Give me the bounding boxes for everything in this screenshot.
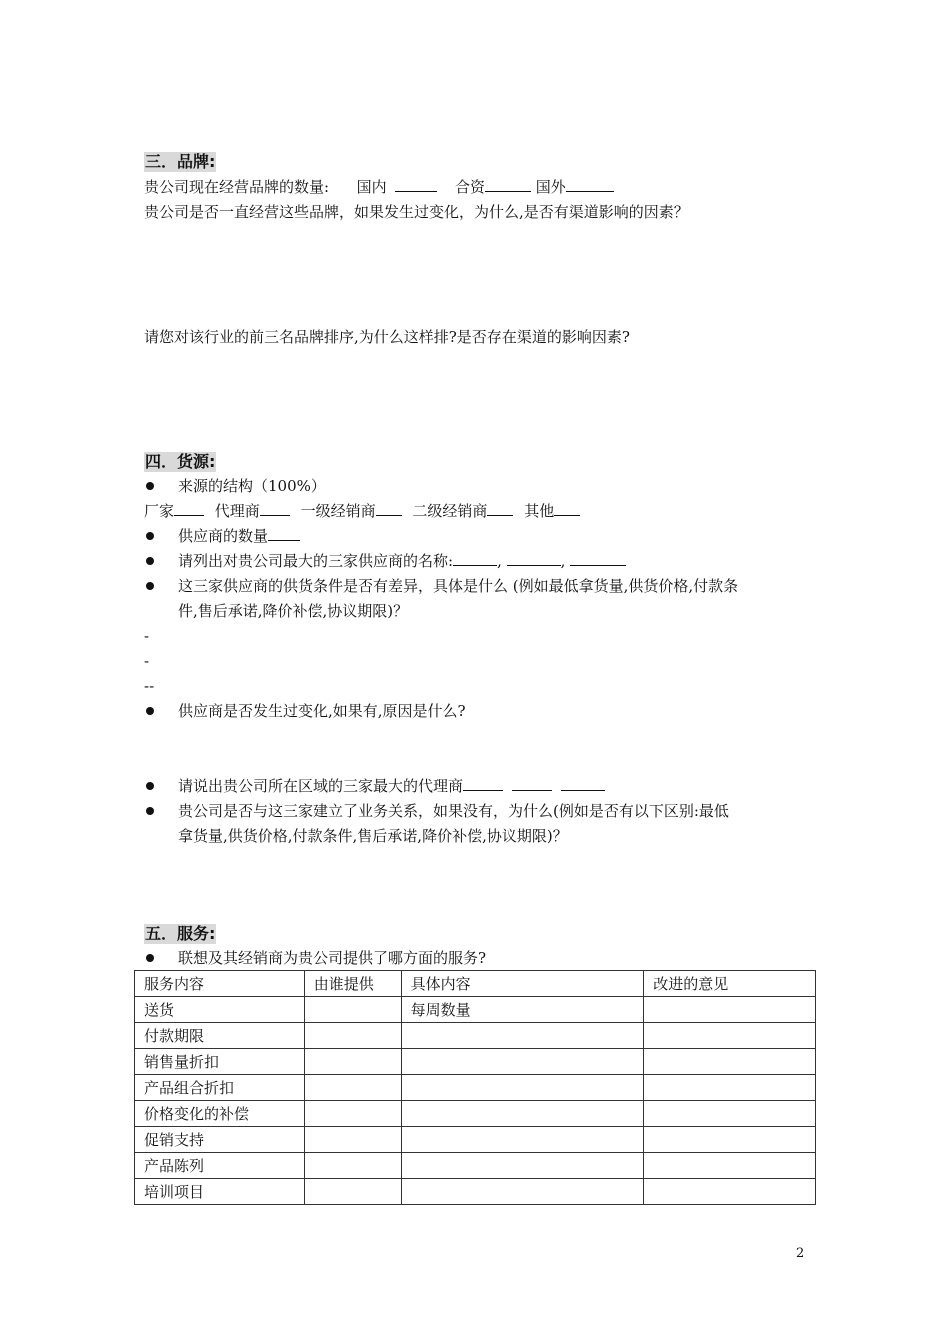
- table-header-cell: 服务内容: [135, 971, 305, 997]
- table-row: [135, 1023, 816, 1049]
- source-dealer1-label: 一级经销商: [300, 502, 376, 520]
- table-row: [135, 997, 816, 1023]
- table-row: [135, 1127, 816, 1153]
- dash-line-2: -: [144, 652, 150, 670]
- section-heading-supply: 四．货源:: [145, 452, 216, 471]
- bullet-icon: [146, 807, 154, 815]
- table-cell: 培训项目: [135, 1179, 305, 1205]
- supplier-change-question: 供应商是否发生过变化,如果有,原因是什么?: [178, 702, 466, 720]
- table-header-cell: 改进的意见: [644, 971, 816, 997]
- agent-relationship-question-line1: 贵公司是否与这三家建立了业务关系，如果没有，为什么(例如是否有以下区别:最低: [178, 802, 729, 820]
- table-cell[interactable]: [401, 1075, 644, 1101]
- table-cell[interactable]: [644, 1023, 816, 1049]
- table-cell[interactable]: [644, 1075, 816, 1101]
- brand-domestic-blank[interactable]: [395, 177, 437, 192]
- table-row: [135, 1101, 816, 1127]
- table-cell[interactable]: [304, 1179, 401, 1205]
- source-other-blank[interactable]: [554, 501, 580, 516]
- source-factory-label: 厂家: [144, 502, 175, 520]
- bullet-icon: [146, 707, 154, 715]
- table-cell[interactable]: [304, 1153, 401, 1179]
- supplier-name-blank-3[interactable]: [570, 551, 626, 566]
- bullet-icon: [146, 532, 154, 540]
- table-header-row: [135, 971, 816, 997]
- table-cell[interactable]: [644, 1101, 816, 1127]
- table-cell[interactable]: [401, 1179, 644, 1205]
- top-suppliers-question: [178, 551, 626, 571]
- table-cell[interactable]: [644, 997, 816, 1023]
- table-cell[interactable]: [644, 1049, 816, 1075]
- table-cell[interactable]: [304, 1023, 401, 1049]
- brand-rank-question: 请您对该行业的前三名品牌排序,为什么这样排?是否存在渠道的影响因素?: [144, 328, 630, 346]
- table-cell: 每周数量: [401, 997, 644, 1023]
- brand-foreign-blank[interactable]: [566, 177, 614, 192]
- service-table: [134, 970, 816, 1205]
- supplier-name-blank-2[interactable]: [507, 551, 561, 566]
- table-cell[interactable]: [304, 1049, 401, 1075]
- table-cell: 价格变化的补偿: [135, 1101, 305, 1127]
- brand-jv-blank[interactable]: [485, 177, 531, 192]
- section-heading-service: 五．服务:: [145, 924, 216, 943]
- table-cell: 销售量折扣: [135, 1049, 305, 1075]
- source-structure-label: 来源的结构（100%）: [178, 477, 326, 495]
- table-cell[interactable]: [401, 1049, 644, 1075]
- source-other-label: 其他: [524, 502, 555, 520]
- dash-line-1: -: [144, 627, 150, 645]
- bullet-icon: [146, 954, 154, 962]
- table-cell: 送货: [135, 997, 305, 1023]
- supplier-count-question: [178, 526, 300, 546]
- brand-count-question: [144, 177, 614, 197]
- supply-terms-question-line2: 件,售后承诺,降价补偿,协议期限)？: [178, 602, 409, 620]
- brand-foreign-label: 国外: [535, 178, 566, 196]
- source-dealer2-label: 二级经销商: [412, 502, 488, 520]
- supplier-name-blank-1[interactable]: [453, 551, 497, 566]
- table-row: [135, 1049, 816, 1075]
- source-dealer1-blank[interactable]: [376, 501, 402, 516]
- source-structure-row: [144, 501, 580, 521]
- table-cell[interactable]: [644, 1179, 816, 1205]
- dash-line-3: --: [144, 677, 155, 695]
- table-cell: 付款期限: [135, 1023, 305, 1049]
- section-heading-brand: 三．品牌:: [145, 152, 216, 171]
- brand-change-question: 贵公司是否一直经营这些品牌，如果发生过变化，为什么,是否有渠道影响的因素？: [144, 203, 689, 221]
- table-cell: 产品陈列: [135, 1153, 305, 1179]
- table-cell: 促销支持: [135, 1127, 305, 1153]
- table-cell[interactable]: [304, 1075, 401, 1101]
- page-number: 2: [796, 1246, 805, 1261]
- top-suppliers-label: 请列出对贵公司最大的三家供应商的名称:: [178, 552, 454, 570]
- table-cell[interactable]: [401, 1153, 644, 1179]
- supplier-count-label: 供应商的数量: [178, 527, 269, 545]
- service-question: 联想及其经销商为贵公司提供了哪方面的服务?: [178, 949, 487, 967]
- bullet-icon: [146, 557, 154, 565]
- agent-name-blank-3[interactable]: [561, 776, 605, 791]
- bullet-icon: [146, 782, 154, 790]
- source-dealer2-blank[interactable]: [487, 501, 513, 516]
- table-cell[interactable]: [304, 1101, 401, 1127]
- table-cell[interactable]: [401, 1023, 644, 1049]
- table-row: [135, 1179, 816, 1205]
- source-factory-blank[interactable]: [174, 501, 204, 516]
- agent-relationship-question-line2: 拿货量,供货价格,付款条件,售后承诺,降价补偿,协议期限)？: [178, 827, 568, 845]
- table-cell[interactable]: [644, 1127, 816, 1153]
- agent-name-blank-2[interactable]: [512, 776, 552, 791]
- separator: ,: [560, 552, 566, 570]
- table-cell[interactable]: [401, 1127, 644, 1153]
- table-cell[interactable]: [304, 1127, 401, 1153]
- table-cell: 产品组合折扣: [135, 1075, 305, 1101]
- brand-domestic-label: 国内: [356, 178, 387, 196]
- table-cell[interactable]: [304, 997, 401, 1023]
- table-row: [135, 1075, 816, 1101]
- brand-jv-label: 合资: [454, 178, 485, 196]
- supply-terms-question-line1: 这三家供应商的供货条件是否有差异，具体是什么 (例如最低拿货量,供货价格,付款条: [178, 577, 739, 595]
- top-agents-label: 请说出贵公司所在区域的三家最大的代理商: [178, 777, 464, 795]
- table-header-cell: 具体内容: [401, 971, 644, 997]
- agent-name-blank-1[interactable]: [463, 776, 503, 791]
- table-header-cell: 由谁提供: [304, 971, 401, 997]
- separator: ,: [497, 552, 502, 570]
- source-agent-blank[interactable]: [260, 501, 290, 516]
- bullet-icon: [146, 482, 154, 490]
- supplier-count-blank[interactable]: [268, 526, 300, 541]
- brand-count-label: 贵公司现在经营品牌的数量:: [144, 178, 330, 196]
- top-agents-question: [178, 776, 605, 796]
- table-cell[interactable]: [401, 1101, 644, 1127]
- table-row: [135, 1153, 816, 1179]
- source-agent-label: 代理商: [214, 502, 260, 520]
- bullet-icon: [146, 582, 154, 590]
- table-cell[interactable]: [644, 1153, 816, 1179]
